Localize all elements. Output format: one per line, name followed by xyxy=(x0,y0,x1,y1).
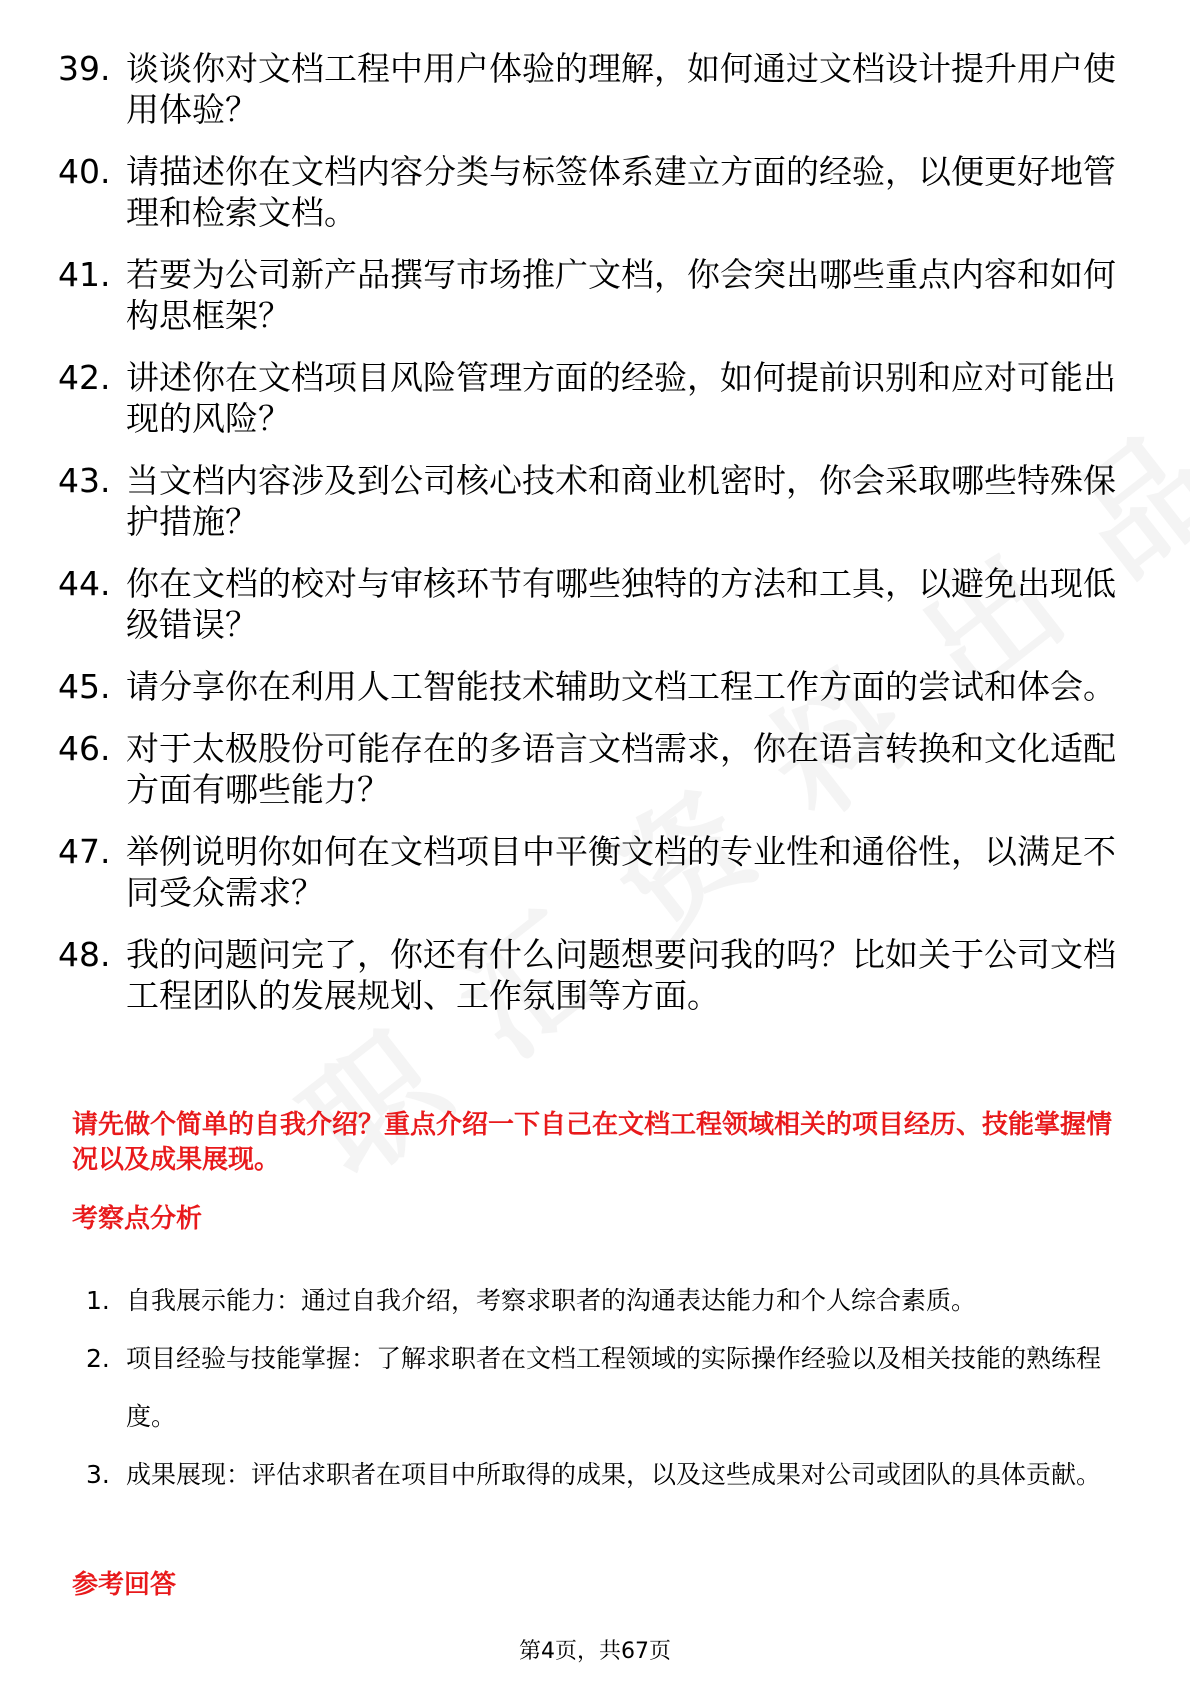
question-number: 43. xyxy=(58,461,111,500)
question-item xyxy=(58,563,1118,645)
question-text: 讲述你在文档项目风险管理方面的经验，如何提前识别和应对可能出现的风险？ xyxy=(126,358,1116,438)
question-number: 42. xyxy=(58,358,111,397)
featured-question: 请先做个简单的自我介绍？重点介绍一下自己在文档工程领域相关的项目经历、技能掌握情况以及成果展现。 xyxy=(72,1110,1113,1175)
analysis-text: 成果展现：评估求职者在项目中所取得的成果，以及这些成果对公司或团队的具体贡献。 xyxy=(126,1460,1102,1489)
question-number: 45. xyxy=(58,667,111,706)
question-list xyxy=(58,48,1118,1037)
question-text: 我的问题问完了，你还有什么问题想要问我的吗？比如关于公司文档工程团队的发展规划、工作氛围等方面。 xyxy=(126,935,1116,1015)
analysis-list xyxy=(86,1272,1122,1504)
analysis-heading: 考察点分析 xyxy=(72,1204,203,1234)
analysis-item xyxy=(86,1330,1122,1446)
question-text: 若要为公司新产品撰写市场推广文档，你会突出哪些重点内容和如何构思框架？ xyxy=(126,255,1116,335)
question-item xyxy=(58,831,1118,913)
question-item xyxy=(58,48,1118,130)
analysis-item xyxy=(86,1272,1122,1330)
question-text: 请描述你在文档内容分类与标签体系建立方面的经验，以便更好地管理和检索文档。 xyxy=(126,152,1116,232)
question-number: 47. xyxy=(58,832,111,871)
analysis-text: 项目经验与技能掌握：了解求职者在文档工程领域的实际操作经验以及相关技能的熟练程度。 xyxy=(126,1344,1102,1431)
question-text: 你在文档的校对与审核环节有哪些独特的方法和工具，以避免出现低级错误？ xyxy=(126,564,1116,644)
question-text: 举例说明你如何在文档项目中平衡文档的专业性和通俗性，以满足不同受众需求？ xyxy=(126,832,1116,912)
question-text: 当文档内容涉及到公司核心技术和商业机密时，你会采取哪些特殊保护措施？ xyxy=(126,461,1116,541)
question-number: 39. xyxy=(58,49,111,88)
question-item xyxy=(58,357,1118,439)
question-text: 谈谈你对文档工程中用户体验的理解，如何通过文档设计提升用户使用体验？ xyxy=(126,49,1116,129)
question-number: 41. xyxy=(58,255,111,294)
question-number: 46. xyxy=(58,729,111,768)
question-number: 44. xyxy=(58,564,111,603)
question-item xyxy=(58,934,1118,1016)
analysis-number: 1. xyxy=(86,1286,110,1315)
question-item xyxy=(58,151,1118,233)
analysis-text: 自我展示能力：通过自我介绍，考察求职者的沟通表达能力和个人综合素质。 xyxy=(126,1286,977,1315)
question-item xyxy=(58,254,1118,336)
question-number: 48. xyxy=(58,935,111,974)
question-item xyxy=(58,728,1118,810)
question-item xyxy=(58,666,1118,707)
question-number: 40. xyxy=(58,152,111,191)
analysis-number: 2. xyxy=(86,1344,110,1373)
analysis-number: 3. xyxy=(86,1460,110,1489)
page-footer: 第4页，共67页 xyxy=(519,1639,671,1664)
question-text: 请分享你在利用人工智能技术辅助文档工程工作方面的尝试和体会。 xyxy=(126,667,1116,706)
analysis-item xyxy=(86,1446,1122,1504)
question-text: 对于太极股份可能存在的多语言文档需求，你在语言转换和文化适配方面有哪些能力？ xyxy=(126,729,1116,809)
answer-heading: 参考回答 xyxy=(72,1570,177,1600)
question-item xyxy=(58,460,1118,542)
